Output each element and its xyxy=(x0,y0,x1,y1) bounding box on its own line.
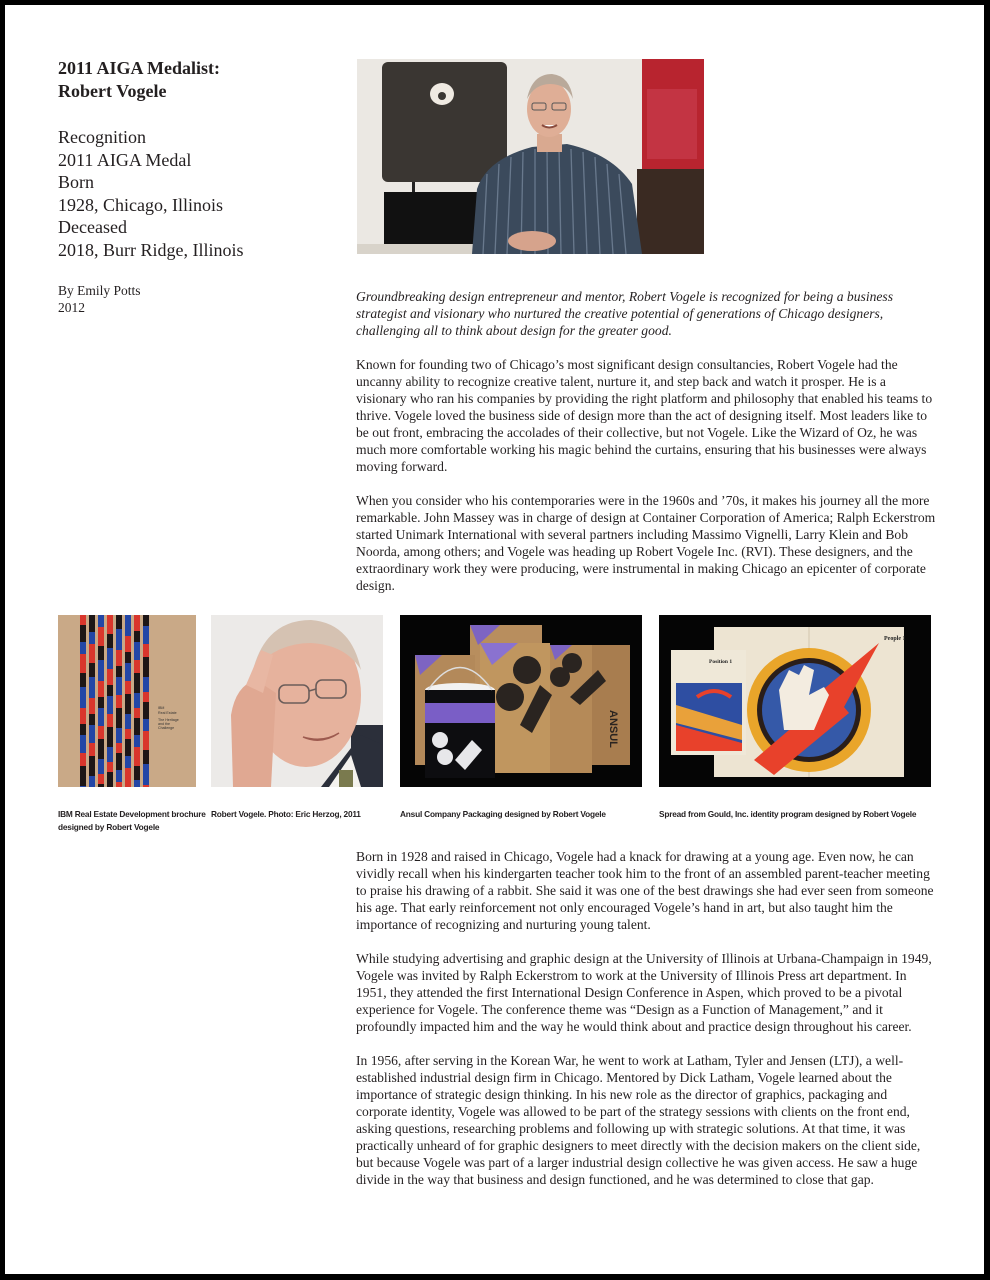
ibm-stripe-segment xyxy=(107,747,113,762)
ibm-stripe-segment xyxy=(80,708,86,724)
title-line-1: 2011 AIGA Medalist: xyxy=(58,58,221,78)
article-lede: Groundbreaking design entrepreneur and mentor, Robert Vogele is recognized for being a business strategist and visionary who nurtured the creative potential of generations of Chicago designers, challenging all to think about design for the greater good. xyxy=(356,289,894,338)
ibm-stripe-segment xyxy=(98,681,104,697)
document-page xyxy=(5,5,984,1274)
ibm-stripe-segment xyxy=(116,770,122,782)
ibm-stripe-segment xyxy=(134,631,140,642)
ibm-stripe-segment xyxy=(80,766,86,786)
ibm-stripe-segment xyxy=(116,695,122,708)
ibm-stripe-segment xyxy=(134,735,140,747)
ibm-stripe-segment xyxy=(98,697,104,708)
article-intro xyxy=(356,288,936,611)
ibm-stripe-segment xyxy=(143,702,149,719)
ibm-stripe-segment xyxy=(143,731,149,750)
fact-label-recognition: Recognition xyxy=(58,127,146,147)
ibm-stripe-segment xyxy=(134,615,140,631)
ibm-stripe-segment xyxy=(107,615,113,634)
ibm-stripe-segment xyxy=(107,685,113,696)
ibm-stripe-segment xyxy=(134,708,140,718)
ibm-stripe-segment xyxy=(89,615,95,632)
byline-year: 2012 xyxy=(58,300,85,316)
fact-value-born: 1928, Chicago, Illinois xyxy=(58,194,223,215)
ibm-stripe-segment xyxy=(143,644,149,657)
ibm-stripe-segment xyxy=(116,743,122,753)
ibm-stripe-segment xyxy=(134,766,140,780)
figure-caption-gould: Spread from Gould, Inc. identity program designed by Robert Vogele xyxy=(659,809,917,819)
ibm-stripe-segment xyxy=(134,673,140,693)
ibm-stripe-segment xyxy=(134,718,140,735)
ibm-stripe-segment xyxy=(107,634,113,648)
ibm-cover-text-2: Real Estate xyxy=(158,711,177,715)
ibm-stripe-segment xyxy=(89,776,95,787)
fact-label-born: Born xyxy=(58,172,94,193)
figure-caption-portrait: Robert Vogele. Photo: Eric Herzog, 2011 xyxy=(211,809,361,819)
ibm-stripe-segment xyxy=(98,726,104,739)
byline xyxy=(58,282,328,317)
ibm-stripe-segment xyxy=(107,696,113,714)
ibm-stripe-segment xyxy=(98,759,104,774)
gould-people-label: People 1 xyxy=(884,636,906,642)
ibm-stripe-segment xyxy=(107,772,113,787)
ibm-stripe-segment xyxy=(107,714,113,727)
ibm-stripe-segment xyxy=(116,650,122,666)
fact-value-deceased: 2018, Burr Ridge, Illinois xyxy=(58,239,244,260)
ibm-stripe-segment xyxy=(89,714,95,725)
ibm-stripe-segment xyxy=(80,654,86,673)
ibm-stripe-segment xyxy=(89,663,95,677)
ibm-stripe-segment xyxy=(80,753,86,766)
figure-ansul-packaging xyxy=(400,615,642,787)
ibm-stripe-segment xyxy=(80,786,86,787)
ibm-stripe-segment xyxy=(143,615,149,626)
ibm-cover-text-3: The Heritage xyxy=(158,718,179,722)
ibm-stripe-segment xyxy=(125,756,131,768)
ibm-stripe-segment xyxy=(80,724,86,735)
ibm-stripe-segment xyxy=(125,652,131,663)
ibm-stripe-segment xyxy=(125,681,131,694)
ibm-stripe-segment xyxy=(80,735,86,753)
ibm-stripe-segment xyxy=(89,743,95,756)
sidebar xyxy=(58,57,328,317)
ibm-stripe-segment xyxy=(134,642,140,660)
ibm-stripe-segment xyxy=(134,747,140,766)
ibm-stripe-segment xyxy=(125,729,131,739)
ibm-stripe-segment xyxy=(116,708,122,728)
ibm-stripe-segment xyxy=(80,625,86,642)
ibm-stripe-segment xyxy=(98,646,104,660)
ibm-stripe-segment xyxy=(125,694,131,714)
ibm-stripe-segment xyxy=(116,753,122,770)
article-paragraph: While studying advertising and graphic design at the University of Illinois at Urbana-Champaign in 1949, Vogele was invited by Ralph Eckerstrom to work at the University of Illinois Press art department. In 1951, they attended the first International Design Conference in Aspen, which proved to be a pivotal experience for Vogele. The conference theme was “Design as a Function of Management,” and it profoundly impacted him and the way he would think about and practice design throughout his career. xyxy=(356,951,932,1034)
title-line-2: Robert Vogele xyxy=(58,81,167,101)
article-paragraph: When you consider who his contemporaries were in the 1960s and ’70s, it makes his journey all the more remarkable. John Massey was in charge of design at Container Corporation of America; Ralph Eckerstrom started Unimark International with several partners including Massimo Vignelli, Larry Klein and Bob Noorda, among others; and Vogele was heading up Robert Vogele Inc. (RVI). These designers, and the extraordinary work they were producing, were instrumental in making Chicago an epicenter of corporate design. xyxy=(356,493,936,593)
ibm-stripe-segment xyxy=(89,644,95,663)
fact-label-deceased: Deceased xyxy=(58,217,127,238)
ibm-stripe-segment xyxy=(80,642,86,654)
page-title xyxy=(58,57,328,103)
ibm-stripe-segment xyxy=(125,636,131,652)
ansul-box-label: ANSUL xyxy=(607,710,619,748)
ibm-stripe-segment xyxy=(107,648,113,669)
ibm-stripe-segment xyxy=(98,708,104,726)
ibm-stripe-segment xyxy=(98,615,104,627)
ibm-stripe-segment xyxy=(143,692,149,702)
ibm-stripe-segment xyxy=(98,774,104,784)
ibm-stripe-segment xyxy=(89,725,95,743)
fact-value-recognition: 2011 AIGA Medal xyxy=(58,149,192,170)
ibm-stripe-segment xyxy=(116,666,122,677)
ibm-stripe-segment xyxy=(125,768,131,787)
ibm-stripe-segment xyxy=(98,627,104,646)
gould-position-label: Position 1 xyxy=(709,659,733,665)
ibm-stripe-segment xyxy=(80,615,86,625)
ibm-stripe-segment xyxy=(89,698,95,714)
ibm-stripe-segment xyxy=(116,677,122,695)
ibm-stripe-segment xyxy=(98,739,104,759)
figure-ibm-brochure xyxy=(58,615,196,787)
ibm-stripe-segment xyxy=(143,677,149,692)
ibm-stripe-segment xyxy=(89,632,95,644)
ibm-stripe-segment xyxy=(134,693,140,708)
ibm-stripe-segment xyxy=(107,727,113,747)
ibm-stripe-segment xyxy=(125,714,131,729)
ibm-cover-text-5: Challenge xyxy=(158,726,175,730)
ibm-stripe-segment xyxy=(89,756,95,776)
figure-gould-spread xyxy=(659,615,931,787)
figure-caption-ibm: IBM Real Estate Development brochure designed by Robert Vogele xyxy=(58,809,206,832)
ibm-stripe-segment xyxy=(116,728,122,743)
ibm-stripe-segment xyxy=(116,629,122,650)
ibm-stripe-segment xyxy=(143,626,149,644)
ibm-stripe-segment xyxy=(143,657,149,677)
ibm-stripe-segment xyxy=(98,660,104,681)
ibm-stripe-segment xyxy=(80,687,86,708)
ibm-cover-text-4: and the xyxy=(158,722,170,726)
hero-photo xyxy=(357,59,704,254)
ibm-stripe-segment xyxy=(107,762,113,772)
article-paragraph: Born in 1928 and raised in Chicago, Vogele had a knack for drawing at a young age. Even now, he can vividly recall when his kindergarten teacher took him to the front of an assembled parent-teacher meeting to praise his drawing of a rabbit. She said it was one of the best drawings she had ever seen from someone his age. That early reinforcement not only encouraged Vogele’s hand in art, but also taught him the importance of recognizing and nurturing young talent. xyxy=(356,849,934,932)
ibm-stripe-segment xyxy=(143,785,149,787)
ibm-stripe-segment xyxy=(116,782,122,787)
ibm-stripe-segment xyxy=(125,739,131,756)
byline-author: By Emily Potts xyxy=(58,282,141,298)
article-paragraph: Known for founding two of Chicago’s most significant design consultancies, Robert Vogele had the uncanny ability to recognize creative talent, nurture it, and step back and watch it prosper. He is a visionary who ran his companies by providing the right platform and philosophy that enabled his teams to thrive. Vogele loved the business side of design more than the act of designing itself. Most leaders like to be out front, embracing the accolades of their collective, but not Vogele. Like the Wizard of Oz, he was much more comfortable working his magic behind the curtains, ensuring that his businesses were always moving forward. xyxy=(356,357,933,474)
ibm-stripe-segment xyxy=(125,615,131,636)
ibm-stripe-segment xyxy=(89,677,95,698)
figure-portrait xyxy=(211,615,383,787)
ibm-stripe-segment xyxy=(143,750,149,764)
ibm-cover-text-1: IBM xyxy=(158,706,165,710)
article-body xyxy=(356,848,936,1205)
ibm-stripe-segment xyxy=(143,764,149,785)
ibm-stripe-segment xyxy=(80,673,86,687)
ibm-stripe-segment xyxy=(98,784,104,787)
ibm-stripe-segment xyxy=(134,660,140,673)
ibm-stripe-segment xyxy=(116,615,122,629)
article-paragraph: In 1956, after serving in the Korean War, he went to work at Latham, Tyler and Jensen (LTJ), a well-established industrial design firm in Chicago. Mentored by Dick Latham, Vogele learned about the importance of strategic design thinking. In his new role as the director of graphics, packaging and corporate identity, Vogele was allowed to be part of the strategy sessions with clients on the front end, asking questions, researching problems and following up with strategic solutions. At that time, it was practically unheard of for graphic designers to meet directly with the decision makers on the client side, but because Vogele was part of a larger industrial design collective he was given access. He saw a huge divide in the way that business and design functioned, and he was determined to close that gap. xyxy=(356,1053,921,1187)
fact-list xyxy=(58,126,328,262)
ibm-stripe-segment xyxy=(125,663,131,681)
figure-caption-ansul: Ansul Company Packaging designed by Robert Vogele xyxy=(400,809,606,819)
ibm-stripe-segment xyxy=(107,669,113,685)
ibm-stripe-segment xyxy=(143,719,149,731)
ibm-stripe-segment xyxy=(134,780,140,787)
